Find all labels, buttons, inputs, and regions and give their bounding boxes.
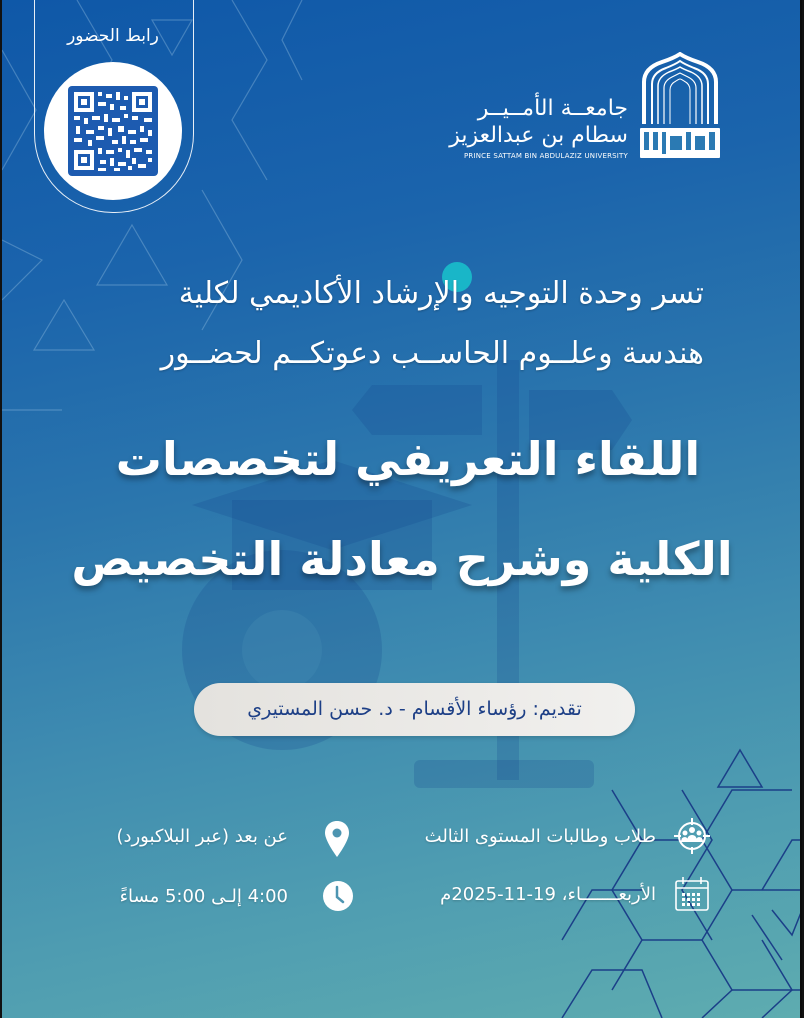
- event-title-line-2: الكلية وشرح معادلة التخصيص: [71, 532, 733, 586]
- qr-label: رابط الحضور: [67, 26, 159, 46]
- map-pin-icon: [324, 820, 350, 862]
- event-poster: [2, 0, 802, 1018]
- university-name-line1: جامعــة الأمــيــر: [477, 96, 628, 121]
- intro-line-1: تسر وحدة التوجيه والإرشاد الأكاديمي لكلية: [178, 276, 704, 311]
- presenter-badge: تقديم: رؤساء الأقسام - د. حسن المستيري: [194, 683, 635, 736]
- time-text: 4:00 إلـى 5:00 مساءً: [119, 886, 288, 907]
- clock-icon: [322, 880, 354, 916]
- qr-code-icon[interactable]: [68, 86, 158, 176]
- university-name: [449, 96, 628, 160]
- frame-edge: [800, 0, 802, 1018]
- intro-line-2: هندسة وعلــوم الحاســب دعوتكــم لحضــور: [160, 336, 704, 371]
- calendar-icon: [674, 876, 710, 916]
- university-name-english: PRINCE SATTAM BIN ABDULAZIZ UNIVERSITY: [464, 152, 628, 160]
- university-arch-icon: [640, 52, 720, 166]
- location-text: عن بعد (عبر البلاكبورد): [116, 826, 288, 847]
- intro-text: [161, 264, 704, 384]
- audience-text: طلاب وطالبات المستوى الثالث: [424, 826, 656, 847]
- university-name-line2: سطام بن عبدالعزيز: [449, 123, 628, 148]
- date-text: الأربعـــــــاء، 19-11-2025م: [440, 884, 656, 905]
- target-audience-icon: [674, 818, 710, 858]
- event-title-line-1: اللقاء التعريفي لتخصصات: [115, 432, 701, 486]
